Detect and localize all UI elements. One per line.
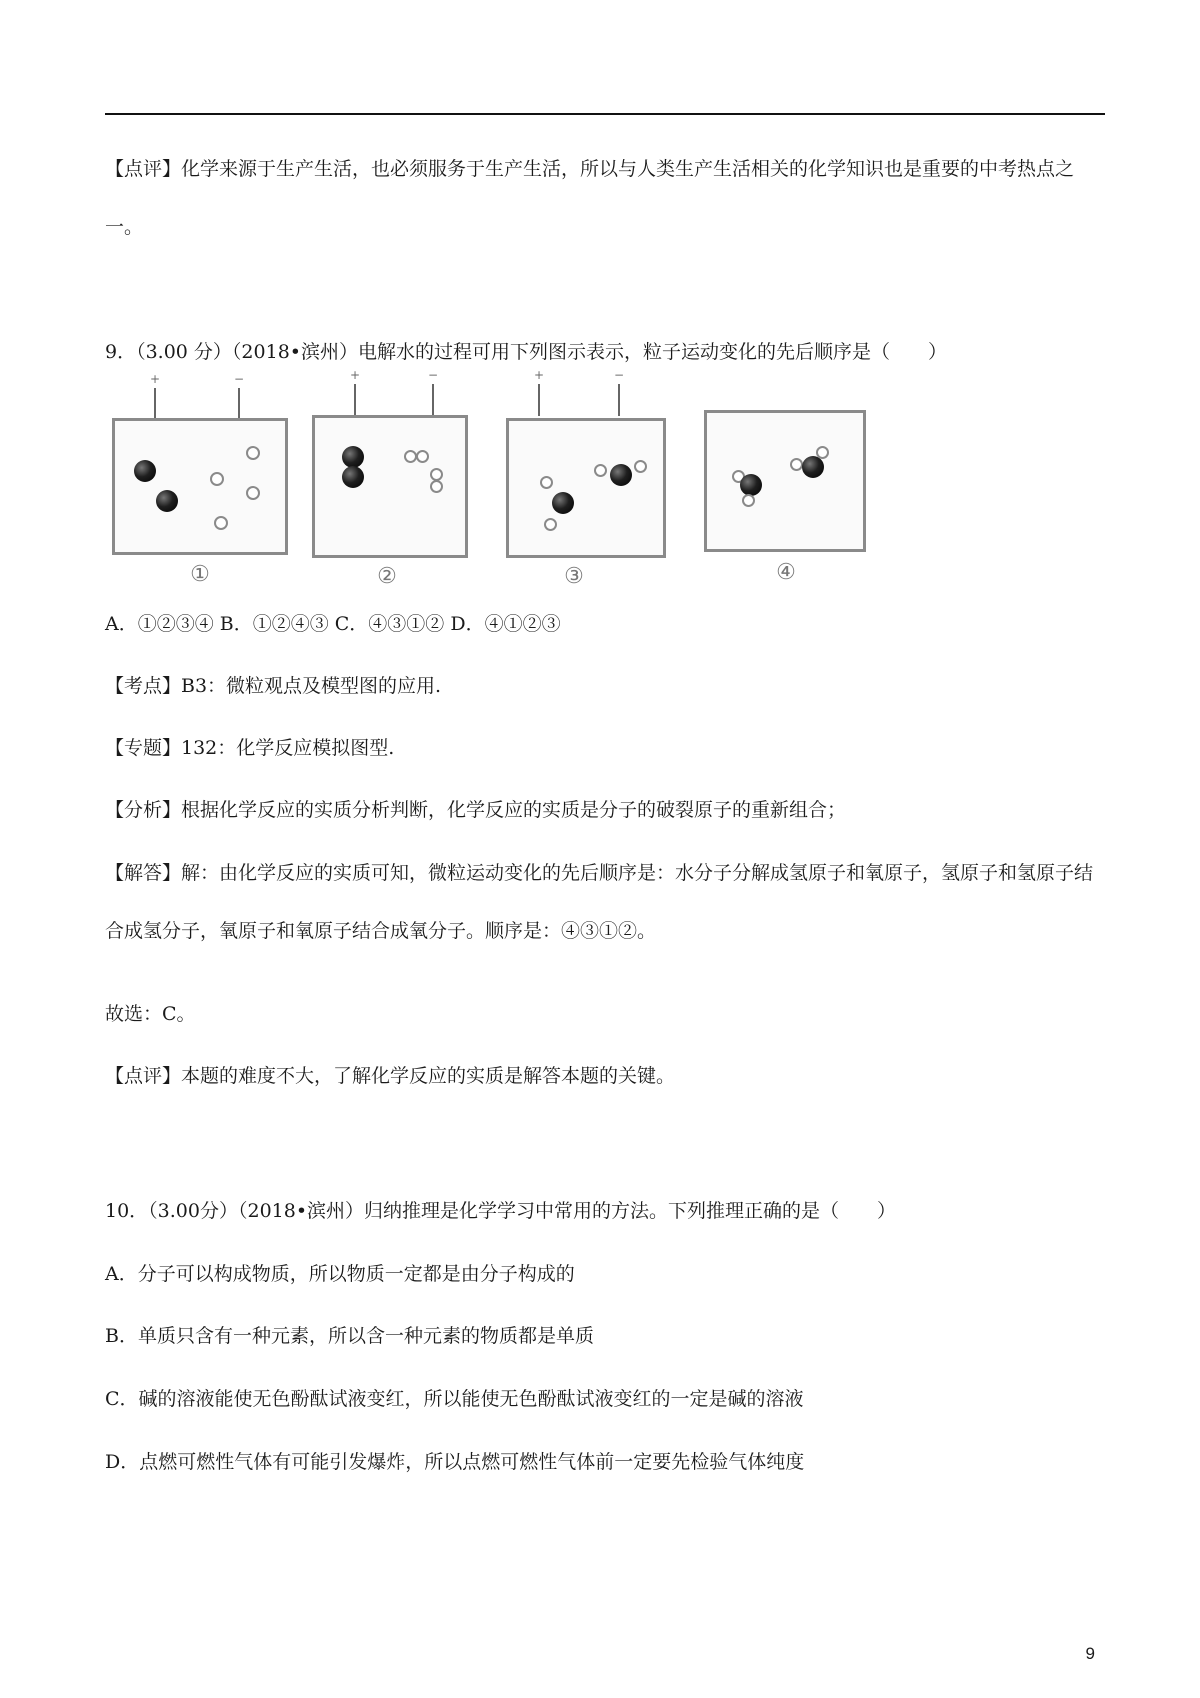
cathode-label: − <box>428 368 439 382</box>
hydrogen-atom <box>742 494 755 507</box>
hydrogen-atom <box>634 460 647 473</box>
q9-answer: 故选：C。 <box>105 1003 196 1025</box>
hydrogen-atom <box>540 476 553 489</box>
hydrogen-atom <box>210 472 224 486</box>
cathode-label: − <box>614 368 625 382</box>
electrolysis-container <box>704 410 866 552</box>
page-number: 9 <box>1085 1644 1095 1663</box>
q9-comment: 【点评】本题的难度不大，了解化学反应的实质是解答本题的关键。 <box>105 1065 676 1087</box>
anode-electrode <box>354 384 356 416</box>
q10-option-b: B．单质只含有一种元素，所以含一种元素的物质都是单质 <box>105 1325 594 1347</box>
q10-option-d: D．点燃可燃性气体有可能引发爆炸，所以点燃可燃性气体前一定要先检验气体纯度 <box>105 1451 805 1473</box>
hydrogen-atom <box>790 458 803 471</box>
q10-option-a: A．分子可以构成物质，所以物质一定都是由分子构成的 <box>105 1263 575 1285</box>
figure-label: ③ <box>564 564 584 589</box>
hydrogen-atom <box>416 450 429 463</box>
hydrogen-atom <box>816 446 829 459</box>
oxygen-atom <box>156 490 178 512</box>
hydrogen-atom <box>246 486 260 500</box>
cathode-electrode <box>618 384 620 416</box>
q9-fenxi: 【分析】根据化学反应的实质分析判断，化学反应的实质是分子的破裂原子的重新组合； <box>105 799 847 821</box>
electrolysis-container <box>506 418 666 558</box>
oxygen-atom <box>134 460 156 482</box>
oxygen-atom <box>552 492 574 514</box>
oxygen-atom <box>342 446 364 468</box>
oxygen-atom <box>740 474 762 496</box>
figure-label: ④ <box>776 560 796 585</box>
q10-option-c: C．碱的溶液能使无色酚酞试液变红，所以能使无色酚酞试液变红的一定是碱的溶液 <box>105 1388 804 1410</box>
q9-zhuanti: 【专题】132：化学反应模拟图型. <box>105 737 395 759</box>
q9-figures <box>100 368 960 595</box>
q9-options: A．①②③④ B．①②④③ C．④③①② D．④①②③ <box>105 613 561 635</box>
oxygen-atom <box>342 466 364 488</box>
previous-comment: 【点评】化学来源于生产生活，也必须服务于生产生活，所以与人类生产生活相关的化学知识也是重要的中考热点之一。 <box>105 158 1075 238</box>
hydrogen-atom <box>214 516 228 530</box>
q9-kaodian: 【考点】B3：微粒观点及模型图的应用. <box>105 675 442 697</box>
figure-label: ① <box>190 562 210 587</box>
hydrogen-atom <box>430 480 443 493</box>
electrolysis-container <box>312 415 468 558</box>
q9-jieda: 【解答】解：由化学反应的实质可知，微粒运动变化的先后顺序是：水分子分解成氢原子和氧原子，氢原子和氢原子结合成氢分子，氧原子和氧原子结合成氧分子。顺序是：④③①②。 <box>105 862 1094 942</box>
q10-stem: 10．（3.00分）（2018•滨州）归纳推理是化学学习中常用的方法。下列推理正确的是（ ） <box>105 1200 897 1222</box>
cathode-label: − <box>234 372 245 386</box>
cathode-electrode <box>432 384 434 416</box>
oxygen-atom <box>802 456 824 478</box>
anode-label: + <box>534 368 545 382</box>
hydrogen-atom <box>246 446 260 460</box>
oxygen-atom <box>610 464 632 486</box>
electrolysis-container <box>112 418 288 555</box>
figure-label: ② <box>377 564 397 589</box>
anode-label: + <box>150 372 161 386</box>
q9-stem: 9．（3.00 分）（2018•滨州）电解水的过程可用下列图示表示，粒子运动变化的先后顺序是（ ） <box>105 341 947 363</box>
hydrogen-atom <box>544 518 557 531</box>
anode-electrode <box>154 388 156 418</box>
cathode-electrode <box>238 388 240 418</box>
hydrogen-atom <box>594 464 607 477</box>
anode-label: + <box>350 368 361 382</box>
anode-electrode <box>538 384 540 416</box>
header-rule <box>105 113 1105 115</box>
